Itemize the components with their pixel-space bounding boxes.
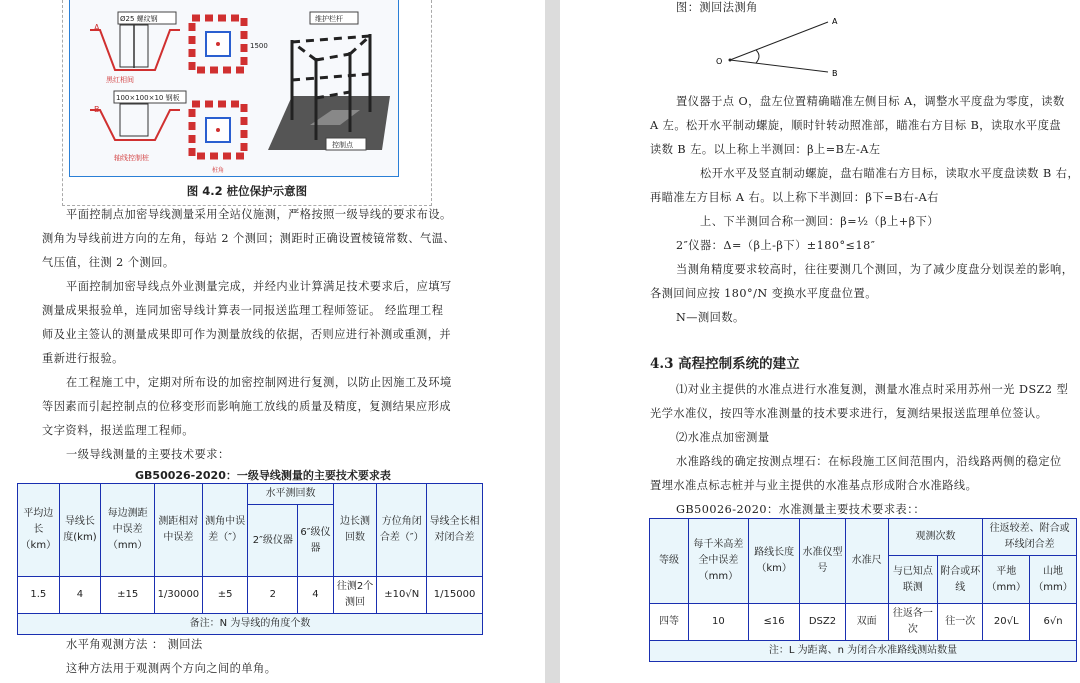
figure-caption: 图 4.2 桩位保护示意图 bbox=[186, 184, 308, 198]
table-traverse-requirements bbox=[17, 483, 483, 635]
th-side: 每边测距中误差（mm） bbox=[101, 484, 155, 577]
table-cell: DSZ2 bbox=[800, 604, 845, 641]
table-cell: 1.5 bbox=[18, 577, 60, 614]
th-diff: 往返较差、附合或环线闭合差 bbox=[983, 519, 1077, 556]
figure-pile-protection bbox=[62, 0, 432, 206]
r-paragraph-5: 当测角精度要求较高时，往往要测几个测回，为了减少度盘分划误差的影响， bbox=[676, 263, 1074, 276]
railing-3d bbox=[268, 12, 390, 150]
paragraph-1b: 测角为导线前进方向的左角，每站 2 个测回；测距时正确设置棱镜常数、气温、 bbox=[42, 232, 456, 245]
protect-frame-bottom bbox=[192, 104, 244, 156]
th-total: 导线全长相对闭合差 bbox=[427, 484, 483, 577]
table-cell: 往测2个测回 bbox=[333, 577, 377, 614]
r-paragraph-2: 松开水平及竖直制动螺旋，盘右瞄准右方目标，读取水平度盘读数 B 右， bbox=[700, 167, 1080, 180]
paragraph-3b: 等因素而引起控制点的位移变形而影响施工放线的质量及精度，复测结果应形成 bbox=[42, 400, 452, 413]
table-cell: 4 bbox=[298, 577, 334, 614]
paragraph-method: 水平角观测方法 ： 测回法 bbox=[66, 638, 203, 651]
r-paragraph-6: N—测回数。 bbox=[676, 311, 745, 324]
paragraph-2d: 重新进行报验。 bbox=[42, 352, 124, 365]
th-rel: 测距相对中误差 bbox=[155, 484, 203, 577]
label-plate: 100×100×10 钢板 bbox=[116, 94, 180, 102]
table-cell: 10 bbox=[688, 604, 748, 641]
label-angle-a: A bbox=[832, 17, 838, 26]
th-known: 与已知点联测 bbox=[888, 556, 937, 604]
paragraph-2c: 师及业主签认的测量成果即可作为测量放线的依据，否则应进行补测或重测，并 bbox=[42, 328, 452, 341]
paragraph-3c: 文字资料，报送监理工程师。 bbox=[42, 424, 194, 437]
r-paragraph-9b: 置埋水准点标志桩并与业主提供的水准基点形成附合水准路线。 bbox=[650, 479, 978, 492]
table-cell: ±5 bbox=[202, 577, 248, 614]
section-heading: 4.3 高程控制系统的建立 bbox=[650, 356, 800, 372]
table-cell: 双面 bbox=[845, 604, 888, 641]
th-sidecount: 边长测回数 bbox=[333, 484, 377, 577]
paragraph-2: 平面控制加密导线点外业测量完成，并经内业计算满足技术要求后，应填写 bbox=[66, 280, 452, 293]
r-paragraph-3: 上、下半测回合称一测回：β=½（β上+β下） bbox=[700, 215, 939, 228]
label-b: B bbox=[94, 105, 100, 114]
th-azi: 方位角闭合差（″） bbox=[377, 484, 427, 577]
th-ang: 测角中误差（″） bbox=[202, 484, 248, 577]
protect-frame-top bbox=[192, 18, 244, 70]
th-avg: 平均边长（km） bbox=[18, 484, 60, 577]
table-cell: 1/30000 bbox=[155, 577, 203, 614]
figure-image bbox=[69, 0, 399, 177]
th-grade: 等级 bbox=[650, 519, 689, 604]
paragraph-4: 一级导线测量的主要技术要求： bbox=[66, 448, 230, 461]
label-angle-b: B bbox=[832, 69, 838, 76]
th-flat: 平地（mm） bbox=[983, 556, 1030, 604]
table-cell: 四等 bbox=[650, 604, 689, 641]
label-bolt: Ø25 螺纹钢 bbox=[120, 15, 158, 23]
paragraph-method-desc: 这种方法用于观测两个方向之间的单角。 bbox=[66, 662, 277, 675]
paragraph-1: 平面控制点加密导线测量采用全站仪施测，严格按照一级导线的要求布设。 bbox=[66, 208, 452, 221]
figure-title-angle: 图：测回法测角 bbox=[676, 1, 758, 14]
th-hor: 水平测回数 bbox=[248, 484, 333, 505]
table2-note: 注：L 为距离、n 为闭合水准路线测站数量 bbox=[650, 641, 1077, 662]
angle-diagram bbox=[710, 14, 850, 76]
page-gutter bbox=[545, 0, 560, 683]
label-red2: 轴线控制桩 bbox=[114, 154, 149, 162]
label-rail: 维护栏杆 bbox=[315, 15, 343, 23]
table-cell: ±15 bbox=[101, 577, 155, 614]
table-cell: 20√L bbox=[983, 604, 1030, 641]
table-cell: 4 bbox=[59, 577, 101, 614]
r-paragraph-1c: 读数 B 左。以上称上半测回：β上=B左-A左 bbox=[650, 143, 881, 156]
paragraph-2b: 测量成果报验单，连同加密导线计算表一同报送监理工程师签证。 经监理工程 bbox=[42, 304, 444, 317]
r-paragraph-7: ⑴对业主提供的水准点进行水准复测，测量水准点时采用苏州一光 DSZ2 型 bbox=[676, 383, 1069, 396]
r-paragraph-8: ⑵水准点加密测量 bbox=[676, 431, 770, 444]
table-cell: 1/15000 bbox=[427, 577, 483, 614]
table-cell: ≤16 bbox=[748, 604, 800, 641]
th-6sec: 6″级仪器 bbox=[298, 505, 334, 577]
label-o: O bbox=[716, 57, 723, 66]
label-point: 控制点 bbox=[332, 141, 353, 149]
document-page-right bbox=[560, 0, 1080, 683]
label-a: A bbox=[94, 23, 100, 32]
label-dim: 1500 bbox=[250, 42, 268, 50]
r-paragraph-7b: 光学水准仪，按四等水准测量的技术要求进行，复测结果报送监理单位签认。 bbox=[650, 407, 1048, 420]
r-paragraph-2b: 再瞄准左方目标 A 右。以上称下半测回：β下=B右-A右 bbox=[650, 191, 939, 204]
r-paragraph-4: 2″仪器：Δ=（β上-β下）±180°≤18″ bbox=[676, 239, 876, 252]
paragraph-3: 在工程施工中，定期对所布设的加密控制网进行复测，以防止因施工及环境 bbox=[66, 376, 452, 389]
label-jiao: 桩角 bbox=[212, 167, 225, 174]
th-mount: 山地（mm） bbox=[1030, 556, 1077, 604]
r-paragraph-10: GB50026-2020：水准测量主要技术要求表：： bbox=[676, 503, 926, 516]
table-cell: ±10√N bbox=[377, 577, 427, 614]
th-err: 每千米高差全中误差（mm） bbox=[688, 519, 748, 604]
table-cell: 往一次 bbox=[938, 604, 983, 641]
r-paragraph-1: 置仪器于点 O，盘左位置精确瞄准左侧目标 A，调整水平度盘为零度，读数 bbox=[676, 95, 1065, 108]
th-2sec: 2″级仪器 bbox=[248, 505, 298, 577]
table1-caption: GB50026-2020：一级导线测量的主要技术要求表 bbox=[135, 469, 391, 482]
r-paragraph-9: 水准路线的确定按测点埋石：在标段施工区间范围内，沿线路两侧的稳定位 bbox=[676, 455, 1062, 468]
table1-note: 备注：N 为导线的角度个数 bbox=[18, 614, 483, 635]
th-len: 导线长度(km) bbox=[59, 484, 101, 577]
table-cell: 2 bbox=[248, 577, 298, 614]
th-obs: 观测次数 bbox=[888, 519, 983, 556]
table-cell: 6√n bbox=[1030, 604, 1077, 641]
label-red1: 黑红相间 bbox=[106, 76, 134, 84]
table-leveling-requirements bbox=[649, 518, 1077, 662]
paragraph-1c: 气压值，往测 2 个测回。 bbox=[42, 256, 175, 269]
pile-protection-diagram bbox=[70, 0, 398, 176]
table-cell: 往返各一次 bbox=[888, 604, 937, 641]
th-ruler: 水准尺 bbox=[845, 519, 888, 604]
th-model: 水准仪型号 bbox=[800, 519, 845, 604]
r-paragraph-1b: A 左。松开水平制动螺旋，顺时针转动照准部，瞄准右方目标 B，读取水平度盘 bbox=[650, 119, 1062, 132]
r-paragraph-5b: 各测回间应按 180°/N 变换水平度盘位置。 bbox=[650, 287, 877, 300]
th-loop: 附合或环线 bbox=[938, 556, 983, 604]
th-route: 路线长度（km） bbox=[748, 519, 800, 604]
